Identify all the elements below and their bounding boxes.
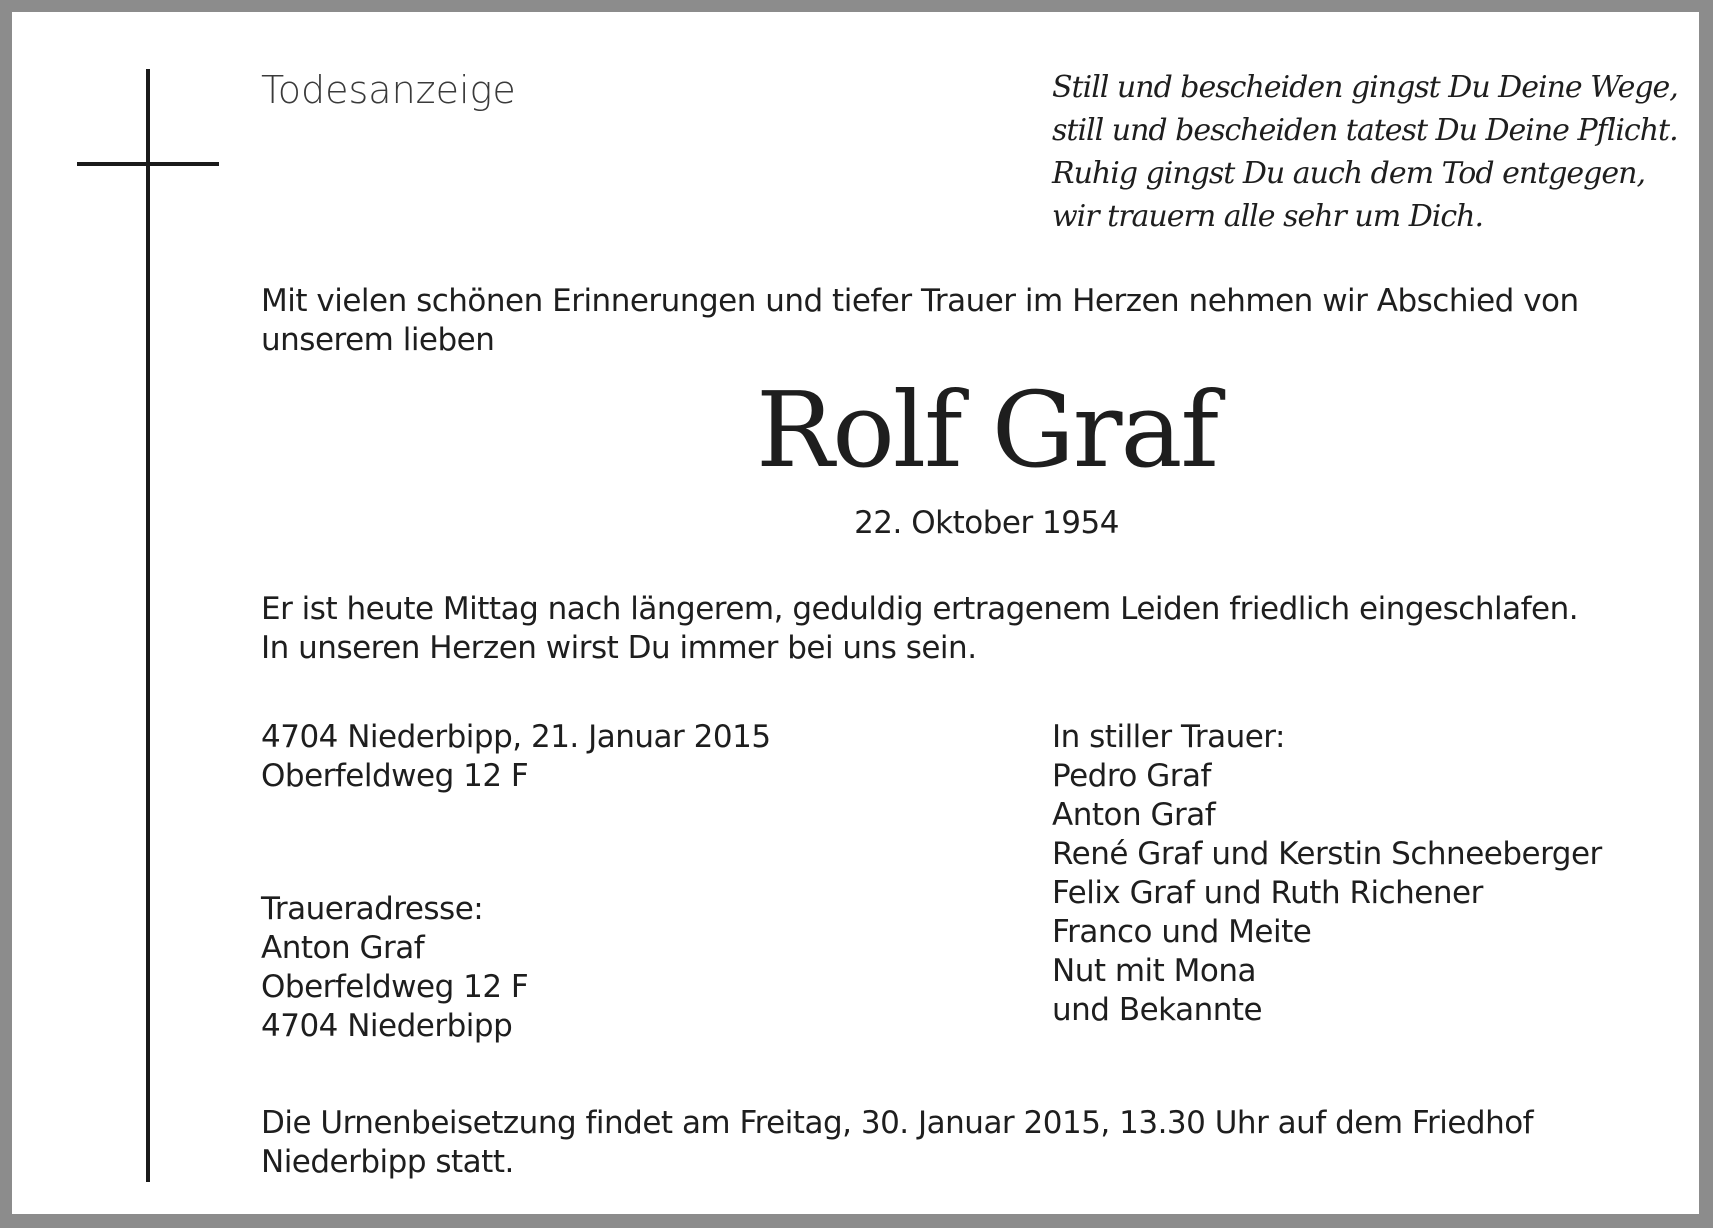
mourners-list [1052, 718, 1602, 1030]
mourning-address-line: 4704 Niederbipp [261, 1008, 513, 1044]
mourner: Felix Graf und Ruth Richener [1052, 875, 1483, 911]
obituary-card [12, 12, 1699, 1214]
heading-label: Todesanzeige [261, 68, 516, 112]
burial-notice: Die Urnenbeisetzung findet am Freitag, 30. Januar 2015, 13.30 Uhr auf dem Friedhof Niederbipp statt. [261, 1105, 1534, 1180]
cross-vertical-bar [146, 69, 150, 1182]
mourning-address-line: Oberfeldweg 12 F [261, 969, 529, 1005]
poem-line: Ruhig gingst Du auch dem Tod entgegen, [1052, 156, 1645, 191]
intro-text: Mit vielen schönen Erinnerungen und tiefer Trauer im Herzen nehmen wir Abschied von unserem lieben [261, 283, 1579, 358]
mourner: Anton Graf [1052, 797, 1216, 833]
message-line: In unseren Herzen wirst Du immer bei uns sein. [261, 630, 977, 666]
mourning-address-heading: Traueradresse: [261, 891, 484, 927]
mourner: René Graf und Kerstin Schneeberger [1052, 836, 1602, 872]
poem-line: Still und bescheiden gingst Du Deine Wege, [1052, 70, 1678, 105]
poem-line: still und bescheiden tatest Du Deine Pflicht. [1052, 113, 1678, 148]
place-date-line: Oberfeldweg 12 F [261, 758, 529, 794]
message [261, 590, 1578, 668]
mourner: und Bekannte [1052, 992, 1263, 1028]
mourning-address [261, 890, 528, 1046]
mourner: Nut mit Mona [1052, 953, 1257, 989]
message-line: Er ist heute Mittag nach längerem, geduldig ertragenem Leiden friedlich eingeschlafen. [261, 591, 1579, 627]
place-date-line: 4704 Niederbipp, 21. Januar 2015 [261, 719, 771, 755]
deceased-name: Rolf Graf [755, 369, 1218, 491]
place-date [261, 718, 771, 796]
mourner: Franco und Meite [1052, 914, 1312, 950]
birth-date: 22. Oktober 1954 [854, 505, 1119, 541]
cross-horizontal-bar [77, 162, 219, 166]
poem-line: wir trauern alle sehr um Dich. [1052, 199, 1484, 234]
mourning-address-line: Anton Graf [261, 930, 425, 966]
poem [1052, 66, 1678, 238]
mourner: Pedro Graf [1052, 758, 1211, 794]
mourners-heading: In stiller Trauer: [1052, 719, 1285, 755]
